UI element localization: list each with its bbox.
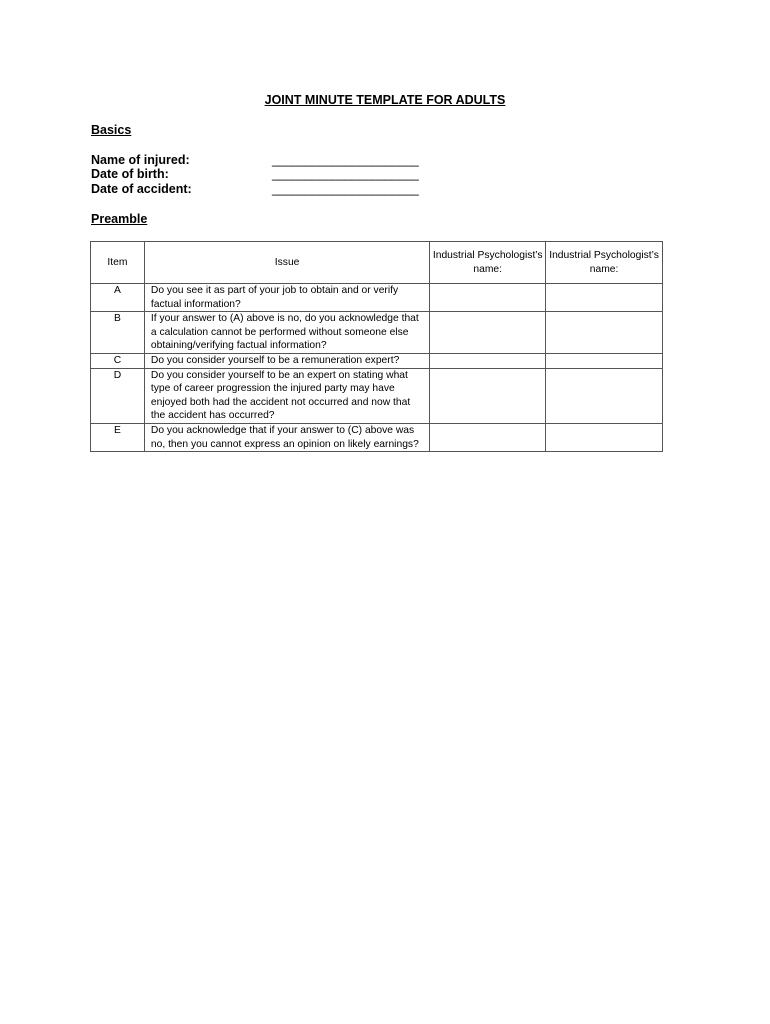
table-header-row <box>91 242 663 284</box>
issue-cell: If your answer to (A) above is no, do you acknowledge that a calculation cannot be performed without someone else obtaining/verifying factual information? <box>144 312 429 354</box>
field-blank-line[interactable]: ______________________ <box>272 167 419 181</box>
issue-cell: Do you consider yourself to be a remuneration expert? <box>144 353 429 368</box>
field-date-of-accident <box>91 182 451 197</box>
psychologist-1-answer-cell[interactable] <box>430 353 546 368</box>
psychologist-2-answer-cell[interactable] <box>546 368 663 423</box>
issue-cell: Do you acknowledge that if your answer to (C) above was no, then you cannot express an opinion on likely earnings? <box>144 423 429 451</box>
table-row <box>91 423 663 451</box>
field-date-of-birth <box>91 167 451 182</box>
field-label: Name of injured: <box>91 153 190 167</box>
item-cell: A <box>91 284 145 312</box>
item-cell: E <box>91 423 145 451</box>
field-label: Date of birth: <box>91 167 169 181</box>
table-row <box>91 368 663 423</box>
psychologist-1-answer-cell[interactable] <box>430 368 546 423</box>
header-psychologist-2: Industrial Psychologist’s name: <box>546 242 663 284</box>
preamble-table <box>90 241 663 452</box>
psychologist-1-answer-cell[interactable] <box>430 284 546 312</box>
psychologist-2-answer-cell[interactable] <box>546 353 663 368</box>
field-label: Date of accident: <box>91 182 192 196</box>
item-cell: C <box>91 353 145 368</box>
page-title: JOINT MINUTE TEMPLATE FOR ADULTS <box>264 93 506 107</box>
table-row <box>91 353 663 368</box>
psychologist-2-answer-cell[interactable] <box>546 423 663 451</box>
issue-cell: Do you see it as part of your job to obtain and or verify factual information? <box>144 284 429 312</box>
header-issue: Issue <box>144 242 429 284</box>
header-item: Item <box>91 242 145 284</box>
table-row <box>91 312 663 354</box>
basics-heading: Basics <box>91 123 132 137</box>
psychologist-2-answer-cell[interactable] <box>546 312 663 354</box>
table-row <box>91 284 663 312</box>
psychologist-1-answer-cell[interactable] <box>430 423 546 451</box>
issue-cell: Do you consider yourself to be an expert on stating what type of career progression the injured party may have enjoyed both had the accident not occurred and now that the accident has occurred? <box>144 368 429 423</box>
header-psychologist-1: Industrial Psychologist’s name: <box>430 242 546 284</box>
field-blank-line[interactable]: ______________________ <box>272 153 419 167</box>
item-cell: B <box>91 312 145 354</box>
field-blank-line[interactable]: ______________________ <box>272 182 419 196</box>
field-name-of-injured <box>91 153 451 168</box>
psychologist-1-answer-cell[interactable] <box>430 312 546 354</box>
preamble-heading: Preamble <box>91 212 148 226</box>
psychologist-2-answer-cell[interactable] <box>546 284 663 312</box>
item-cell: D <box>91 368 145 423</box>
